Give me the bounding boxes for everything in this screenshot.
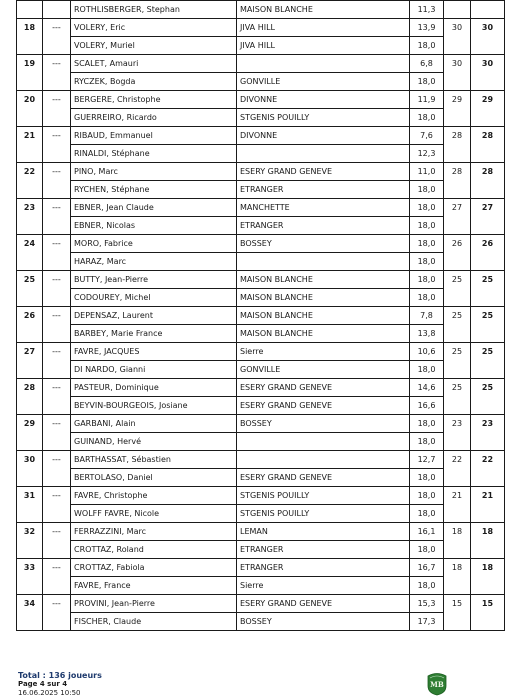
dash-cell: --- <box>43 235 71 271</box>
rank-cell: 33 <box>17 559 43 595</box>
table-row <box>17 451 505 469</box>
results-table <box>16 0 505 631</box>
club-name <box>237 451 410 469</box>
dash-cell: --- <box>43 379 71 415</box>
club-name: STGENIS POUILLY <box>237 487 410 505</box>
handicap: 18,0 <box>410 109 444 127</box>
table-row <box>17 199 505 217</box>
player-name: SCALET, Amauri <box>71 55 237 73</box>
score-cell: 15 <box>471 595 505 631</box>
handicap: 18,0 <box>410 253 444 271</box>
score-cell <box>471 1 505 19</box>
dash-cell: --- <box>43 271 71 307</box>
player-name: GUINAND, Hervé <box>71 433 237 451</box>
handicap: 18,0 <box>410 505 444 523</box>
rank-cell: 30 <box>17 451 43 487</box>
rank-cell: 20 <box>17 91 43 127</box>
club-name: DIVONNE <box>237 91 410 109</box>
dash-cell: --- <box>43 19 71 55</box>
dash-cell: --- <box>43 595 71 631</box>
table-row <box>17 109 505 127</box>
rank-cell: 21 <box>17 127 43 163</box>
page-footer <box>18 671 102 698</box>
table-row <box>17 181 505 199</box>
score-cell: 28 <box>471 127 505 163</box>
rank-cell <box>17 1 43 19</box>
points-cell: 28 <box>444 127 471 163</box>
dash-cell: --- <box>43 343 71 379</box>
rank-cell: 26 <box>17 307 43 343</box>
score-cell: 18 <box>471 559 505 595</box>
dash-cell: --- <box>43 559 71 595</box>
player-name: RINALDI, Stéphane <box>71 145 237 163</box>
handicap: 18,0 <box>410 415 444 433</box>
handicap: 18,0 <box>410 361 444 379</box>
handicap: 13,9 <box>410 19 444 37</box>
rank-cell: 25 <box>17 271 43 307</box>
player-name: FISCHER, Claude <box>71 613 237 631</box>
dash-cell: --- <box>43 523 71 559</box>
player-name: ROTHLISBERGER, Stephan <box>71 1 237 19</box>
points-cell: 26 <box>444 235 471 271</box>
club-name: JIVA HILL <box>237 19 410 37</box>
handicap: 18,0 <box>410 289 444 307</box>
points-cell: 28 <box>444 163 471 199</box>
score-cell: 30 <box>471 19 505 55</box>
club-name: ESERY GRAND GENEVE <box>237 397 410 415</box>
club-name: LEMAN <box>237 523 410 541</box>
rank-cell: 19 <box>17 55 43 91</box>
player-name: PROVINI, Jean-Pierre <box>71 595 237 613</box>
table-row <box>17 469 505 487</box>
handicap: 18,0 <box>410 217 444 235</box>
points-cell: 25 <box>444 307 471 343</box>
club-name <box>237 433 410 451</box>
handicap: 6,8 <box>410 55 444 73</box>
club-name: JIVA HILL <box>237 37 410 55</box>
player-name: GARBANI, Alain <box>71 415 237 433</box>
table-row <box>17 163 505 181</box>
handicap: 17,3 <box>410 613 444 631</box>
club-name <box>237 145 410 163</box>
dash-cell <box>43 1 71 19</box>
club-name: ESERY GRAND GENEVE <box>237 163 410 181</box>
player-name: BERTOLASO, Daniel <box>71 469 237 487</box>
rank-cell: 18 <box>17 19 43 55</box>
points-cell: 29 <box>444 91 471 127</box>
player-name: CODOUREY, Michel <box>71 289 237 307</box>
table-row <box>17 1 505 19</box>
points-cell: 18 <box>444 559 471 595</box>
table-row <box>17 559 505 577</box>
handicap: 18,0 <box>410 577 444 595</box>
dash-cell: --- <box>43 91 71 127</box>
points-cell: 25 <box>444 379 471 415</box>
player-name: CROTTAZ, Roland <box>71 541 237 559</box>
club-name: ETRANGER <box>237 541 410 559</box>
player-name: BARTHASSAT, Sébastien <box>71 451 237 469</box>
score-cell: 22 <box>471 451 505 487</box>
player-name: BARBEY, Marie France <box>71 325 237 343</box>
club-name <box>237 253 410 271</box>
club-name: MAISON BLANCHE <box>237 271 410 289</box>
rank-cell: 23 <box>17 199 43 235</box>
club-name: STGENIS POUILLY <box>237 505 410 523</box>
club-name: MAISON BLANCHE <box>237 289 410 307</box>
dash-cell: --- <box>43 307 71 343</box>
player-name: PASTEUR, Dominique <box>71 379 237 397</box>
player-name: DEPENSAZ, Laurent <box>71 307 237 325</box>
points-cell: 18 <box>444 523 471 559</box>
score-cell: 21 <box>471 487 505 523</box>
handicap: 12,7 <box>410 451 444 469</box>
table-row <box>17 253 505 271</box>
score-cell: 23 <box>471 415 505 451</box>
score-cell: 25 <box>471 307 505 343</box>
club-name: ETRANGER <box>237 181 410 199</box>
club-name: BOSSEY <box>237 613 410 631</box>
rank-cell: 32 <box>17 523 43 559</box>
score-cell: 27 <box>471 199 505 235</box>
points-cell: 25 <box>444 271 471 307</box>
handicap: 18,0 <box>410 487 444 505</box>
handicap: 18,0 <box>410 199 444 217</box>
club-name: Sierre <box>237 343 410 361</box>
table-row <box>17 613 505 631</box>
table-row <box>17 415 505 433</box>
table-row <box>17 379 505 397</box>
rank-cell: 28 <box>17 379 43 415</box>
player-name: BUTTY, Jean-Pierre <box>71 271 237 289</box>
player-name: RYCHEN, Stéphane <box>71 181 237 199</box>
club-name: ESERY GRAND GENEVE <box>237 595 410 613</box>
table-row <box>17 433 505 451</box>
handicap: 11,0 <box>410 163 444 181</box>
points-cell: 27 <box>444 199 471 235</box>
points-cell: 15 <box>444 595 471 631</box>
score-cell: 18 <box>471 523 505 559</box>
player-name: FAVRE, Christophe <box>71 487 237 505</box>
club-name: BOSSEY <box>237 415 410 433</box>
points-cell: 23 <box>444 415 471 451</box>
handicap: 18,0 <box>410 181 444 199</box>
print-date: 16.06.2025 10:50 <box>18 689 81 697</box>
handicap: 15,3 <box>410 595 444 613</box>
player-name: RYCZEK, Bogda <box>71 73 237 91</box>
player-name: HARAZ, Marc <box>71 253 237 271</box>
table-row <box>17 289 505 307</box>
points-cell: 30 <box>444 55 471 91</box>
player-name: MORO, Fabrice <box>71 235 237 253</box>
table-row <box>17 145 505 163</box>
table-row <box>17 127 505 145</box>
table-row <box>17 361 505 379</box>
club-name: DIVONNE <box>237 127 410 145</box>
player-name: GUERREIRO, Ricardo <box>71 109 237 127</box>
points-cell <box>444 1 471 19</box>
handicap: 16,1 <box>410 523 444 541</box>
player-name: CROTTAZ, Fabiola <box>71 559 237 577</box>
player-name: PINO, Marc <box>71 163 237 181</box>
handicap: 18,0 <box>410 235 444 253</box>
handicap: 18,0 <box>410 469 444 487</box>
dash-cell: --- <box>43 487 71 523</box>
points-cell: 21 <box>444 487 471 523</box>
player-name: EBNER, Nicolas <box>71 217 237 235</box>
club-name: MAISON BLANCHE <box>237 1 410 19</box>
table-row <box>17 55 505 73</box>
table-row <box>17 577 505 595</box>
rank-cell: 24 <box>17 235 43 271</box>
score-cell: 29 <box>471 91 505 127</box>
table-row <box>17 343 505 361</box>
club-name: MANCHETTE <box>237 199 410 217</box>
player-name: RIBAUD, Emmanuel <box>71 127 237 145</box>
rank-cell: 27 <box>17 343 43 379</box>
table-row <box>17 73 505 91</box>
handicap: 10,6 <box>410 343 444 361</box>
table-row <box>17 541 505 559</box>
rank-cell: 31 <box>17 487 43 523</box>
handicap: 16,6 <box>410 397 444 415</box>
dash-cell: --- <box>43 451 71 487</box>
table-row <box>17 505 505 523</box>
handicap: 18,0 <box>410 541 444 559</box>
club-name: BOSSEY <box>237 235 410 253</box>
player-name: VOLERY, Eric <box>71 19 237 37</box>
club-logo <box>426 672 448 696</box>
points-cell: 22 <box>444 451 471 487</box>
handicap: 18,0 <box>410 433 444 451</box>
rank-cell: 29 <box>17 415 43 451</box>
player-name: FERRAZZINI, Marc <box>71 523 237 541</box>
club-name: GONVILLE <box>237 361 410 379</box>
logo-text: MB <box>430 680 444 689</box>
handicap: 16,7 <box>410 559 444 577</box>
table-row <box>17 19 505 37</box>
club-name <box>237 55 410 73</box>
total-players: Total : 136 joueurs <box>18 671 102 680</box>
table-row <box>17 235 505 253</box>
player-name: WOLFF FAVRE, Nicole <box>71 505 237 523</box>
dash-cell: --- <box>43 163 71 199</box>
handicap: 13,8 <box>410 325 444 343</box>
club-name: GONVILLE <box>237 73 410 91</box>
table-row <box>17 307 505 325</box>
handicap: 12,3 <box>410 145 444 163</box>
points-cell: 25 <box>444 343 471 379</box>
club-name: ETRANGER <box>237 217 410 235</box>
rank-cell: 34 <box>17 595 43 631</box>
dash-cell: --- <box>43 415 71 451</box>
player-name: BERGERE, Christophe <box>71 91 237 109</box>
score-cell: 25 <box>471 379 505 415</box>
results-body <box>17 1 505 631</box>
score-cell: 30 <box>471 55 505 91</box>
table-row <box>17 595 505 613</box>
table-row <box>17 37 505 55</box>
table-row <box>17 217 505 235</box>
table-row <box>17 325 505 343</box>
table-row <box>17 523 505 541</box>
table-row <box>17 487 505 505</box>
handicap: 11,9 <box>410 91 444 109</box>
table-row <box>17 91 505 109</box>
points-cell: 30 <box>444 19 471 55</box>
score-cell: 25 <box>471 271 505 307</box>
page-number: Page 4 sur 4 <box>18 680 68 688</box>
dash-cell: --- <box>43 199 71 235</box>
table-row <box>17 271 505 289</box>
player-name: BEYVIN-BOURGEOIS, Josiane <box>71 397 237 415</box>
handicap: 18,0 <box>410 73 444 91</box>
club-name: ETRANGER <box>237 559 410 577</box>
player-name: VOLERY, Muriel <box>71 37 237 55</box>
club-name: MAISON BLANCHE <box>237 325 410 343</box>
club-name: STGENIS POUILLY <box>237 109 410 127</box>
score-cell: 28 <box>471 163 505 199</box>
score-cell: 25 <box>471 343 505 379</box>
handicap: 7,8 <box>410 307 444 325</box>
player-name: FAVRE, JACQUES <box>71 343 237 361</box>
handicap: 11,3 <box>410 1 444 19</box>
player-name: EBNER, Jean Claude <box>71 199 237 217</box>
club-name: Sierre <box>237 577 410 595</box>
dash-cell: --- <box>43 127 71 163</box>
dash-cell: --- <box>43 55 71 91</box>
handicap: 18,0 <box>410 271 444 289</box>
handicap: 14,6 <box>410 379 444 397</box>
handicap: 7,6 <box>410 127 444 145</box>
player-name: FAVRE, France <box>71 577 237 595</box>
handicap: 18,0 <box>410 37 444 55</box>
club-name: ESERY GRAND GENEVE <box>237 379 410 397</box>
club-name: ESERY GRAND GENEVE <box>237 469 410 487</box>
score-cell: 26 <box>471 235 505 271</box>
table-row <box>17 397 505 415</box>
club-name: MAISON BLANCHE <box>237 307 410 325</box>
rank-cell: 22 <box>17 163 43 199</box>
player-name: DI NARDO, Gianni <box>71 361 237 379</box>
